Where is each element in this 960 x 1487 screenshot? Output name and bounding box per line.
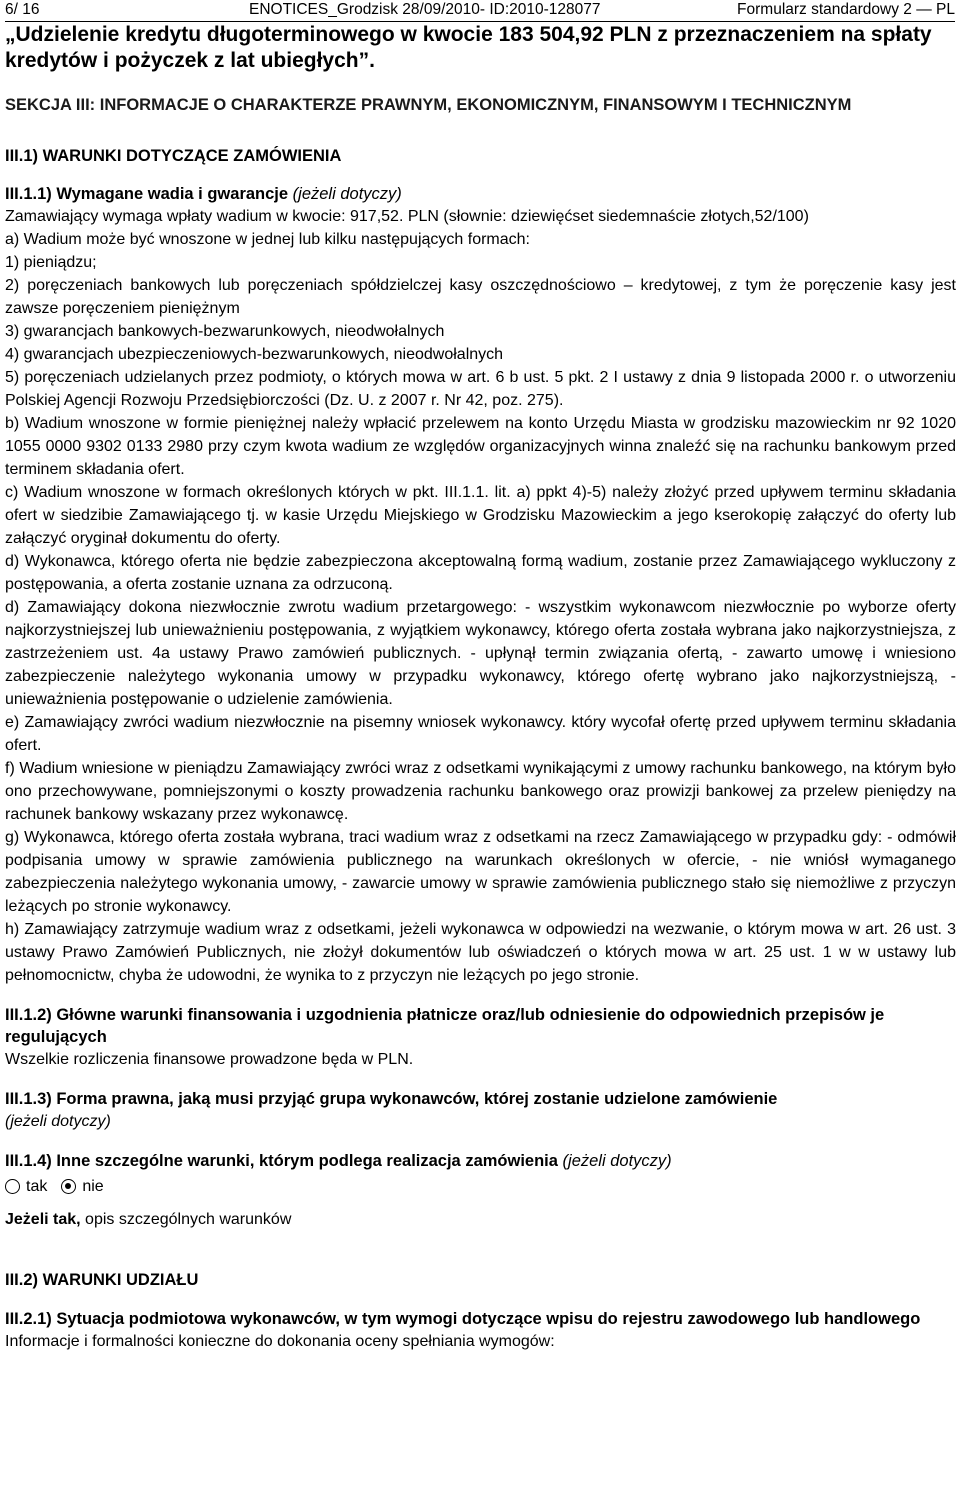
paragraph: d) Wykonawca, którego oferta nie będzie zabezpieczona akceptowalną formą wadium, zostanie przez Zamawiającego wykluczony z postępowania, a oferta zostanie uznana za odrzuconą.: [5, 553, 956, 593]
financing-text: Wszelkie rozliczenia finansowe prowadzone będa w PLN.: [5, 1051, 414, 1068]
heading-iii-1: III.1) WARUNKI DOTYCZĄCE ZAMÓWIENIA: [5, 147, 342, 165]
heading-text: III.1.1) Wymagane wadia i gwarancje: [5, 185, 289, 203]
paragraph: g) Wykonawca, którego oferta została wybrana, traci wadium wraz z odsetkami na rzecz Zamawiającego w przypadku gdy: - odmówił podpisania umowy w sprawie zamówienia publicznego na warunkach określonych w ofercie, - nie wniósł wymaganego zabezpieczenia należytego wykonania umowy, - zawarcie umowy w sprawie zamówienia publicznego stało się niemożliwe z przyczyn leżących po stronie wykonawcy.: [5, 829, 956, 915]
paragraph: a) Wadium może być wnoszone w jednej lub kilku następujących formach:: [5, 231, 530, 248]
conditions-desc-rest: opis szczególnych warunków: [80, 1211, 292, 1228]
radio-nie[interactable]: [61, 1179, 76, 1194]
paragraph: b) Wadium wnoszone w formie pieniężnej należy wpłacić przelewem na konto Urzędu Miasta w grodzisku mazowieckim nr 92 1020 1055 0000 9302 0133 2980 przy czym kwota wadium ze względów organizacyjnych winna znaleźć się na rachunku bankowym przed terminem składania ofert.: [5, 415, 956, 478]
radio-tak-label: tak: [26, 1178, 48, 1195]
requirements-text: Informacje i formalności konieczne do dokonania oceny spełniania wymogów:: [5, 1333, 555, 1350]
heading-iii-1-2: III.1.2) Główne warunki finansowania i uzgodnienia płatnicze oraz/lub odniesienie do odpowiednich przepisów je regulujących: [5, 1006, 885, 1046]
heading-iii-1-3-qualifier: (jeżeli dotyczy): [5, 1113, 111, 1130]
paragraph: 4) gwarancjach ubezpieczeniowych-bezwarunkowych, nieodwołalnych: [5, 346, 504, 363]
paragraph: h) Zamawiający zatrzymuje wadium wraz z odsetkami, jeżeli wykonawca w odpowiedzi na wezwanie, o którym mowa w art. 26 ust. 3 ustawy Prawo Zamówień Publicznych, nie złożył dokumentów lub oświadczeń o których mowa w art. 25 ust. 1 w w ustawy lub pełnomocnictw, chyba że udowodni, że wynika to z przyczyn nie leżących po jego stronie.: [5, 921, 956, 984]
paragraph: 3) gwarancjach bankowych-bezwarunkowych, nieodwołalnych: [5, 323, 445, 340]
heading-iii-1-1: [5, 183, 956, 205]
heading-iii-1-4: [5, 1150, 956, 1172]
heading-iii-2: III.2) WARUNKI UDZIAŁU: [5, 1271, 199, 1289]
paragraph: c) Wadium wnoszone w formach określonych których w pkt. III.1.1. lit. a) ppkt 4)-5) należy złożyć przed upływem terminu składania ofert w siedzibie Zamawiającego tj. w kasie Urzędu Miejskiego w Grodzisku Mazowieckim a jego kserokopię załączyć do oferty lub załączyć oryginał dokumentu do oferty.: [5, 484, 956, 547]
heading-qualifier: (jeżeli dotyczy): [562, 1152, 672, 1170]
other-conditions-options: [5, 1175, 956, 1198]
paragraph: 2) poręczeniach bankowych lub poręczeniach spółdzielczej kasy oszczędnościowo – kredytowej, z tym że poręczenie kasy jest zawsze poręczeniem pieniężnym: [5, 277, 956, 317]
conditions-desc-bold: Jeżeli tak,: [5, 1211, 81, 1228]
heading-iii-2-1: III.2.1) Sytuacja podmiotowa wykonawców, w tym wymogi dotyczące wpisu do rejestru zawodowego lub handlowego: [5, 1310, 921, 1328]
paragraph: e) Zamawiający zwróci wadium niezwłocznie na pisemny wniosek wykonawcy. który wycofał ofertę przed upływem terminu składania ofert.: [5, 714, 956, 754]
paragraph: 5) poręczeniach udzielanych przez podmioty, o których mowa w art. 6 b ust. 5 pkt. 2 I ustawy z dnia 9 listopada 2000 r. o utworzeniu Polskiej Agencji Rozwoju Przedsiębiorczości (Dz. U. z 2007 r. Nr 42, poz. 275).: [5, 369, 956, 409]
conditions-description: [5, 1208, 956, 1231]
paragraph: Zamawiający wymaga wpłaty wadium w kwocie: 917,52. PLN (słownie: dziewięćset siedemnaście złotych,52/100): [5, 208, 809, 225]
notice-id: ENOTICES_Grodzisk 28/09/2010- ID:2010-128077: [249, 1, 601, 18]
heading-iii-1-3: III.1.3) Forma prawna, jaką musi przyjąć grupa wykonawców, której zostanie udzielone zamówienie: [5, 1090, 778, 1108]
heading-text: III.1.4) Inne szczególne warunki, którym podlega realizacja zamówienia: [5, 1152, 558, 1170]
page-header: [5, 0, 955, 22]
radio-nie-label: nie: [82, 1178, 104, 1195]
document-body: [5, 22, 956, 1353]
wadium-paragraphs: [5, 205, 956, 987]
page-number: 6/ 16: [5, 1, 40, 18]
paragraph: d) Zamawiający dokona niezwłocznie zwrotu wadium przetargowego: - wszystkim wykonawcom niezwłocznie po wyborze oferty najkorzystniejszej lub unieważnieniu postępowania, z wyjątkiem wykonawcy, którego oferta została wybrana jako najkorzystniejsza, z zastrzeżeniem ust. 4a ustawy Prawo zamówień publicznych. - upłynął termin związania ofertą, - zawarto umowę i wniesiono zabezpieczenie należytego wykonania umowy w przypadku wykonawcy, którego ofertę wybrano jako najkorzystniejszą, - unieważnienia postępowanie o udzielenie zamówienia.: [5, 599, 956, 708]
document-title: „Udzielenie kredytu długoterminowego w kwocie 183 504,92 PLN z przeznaczeniem na spłaty kredytów i pożyczek z lat ubiegłych”.: [5, 23, 932, 72]
radio-tak[interactable]: [5, 1179, 20, 1194]
form-name: Formularz standardowy 2 — PL: [737, 1, 955, 18]
section-title: SEKCJA III: INFORMACJE O CHARAKTERZE PRAWNYM, EKONOMICZNYM, FINANSOWYM I TECHNICZNYM: [5, 96, 852, 114]
paragraph: 1) pieniądzu;: [5, 254, 97, 271]
heading-qualifier: (jeżeli dotyczy): [292, 185, 402, 203]
paragraph: f) Wadium wniesione w pieniądzu Zamawiający zwróci wraz z odsetkami wynikającymi z umowy rachunku bankowego, na którym było ono przechowywane, pomniejszonymi o koszty prowadzenia rachunku bankowego oraz prowizji bankowej za przelew pieniędzy na rachunek bankowy wskazany przez wykonawcę.: [5, 760, 956, 823]
